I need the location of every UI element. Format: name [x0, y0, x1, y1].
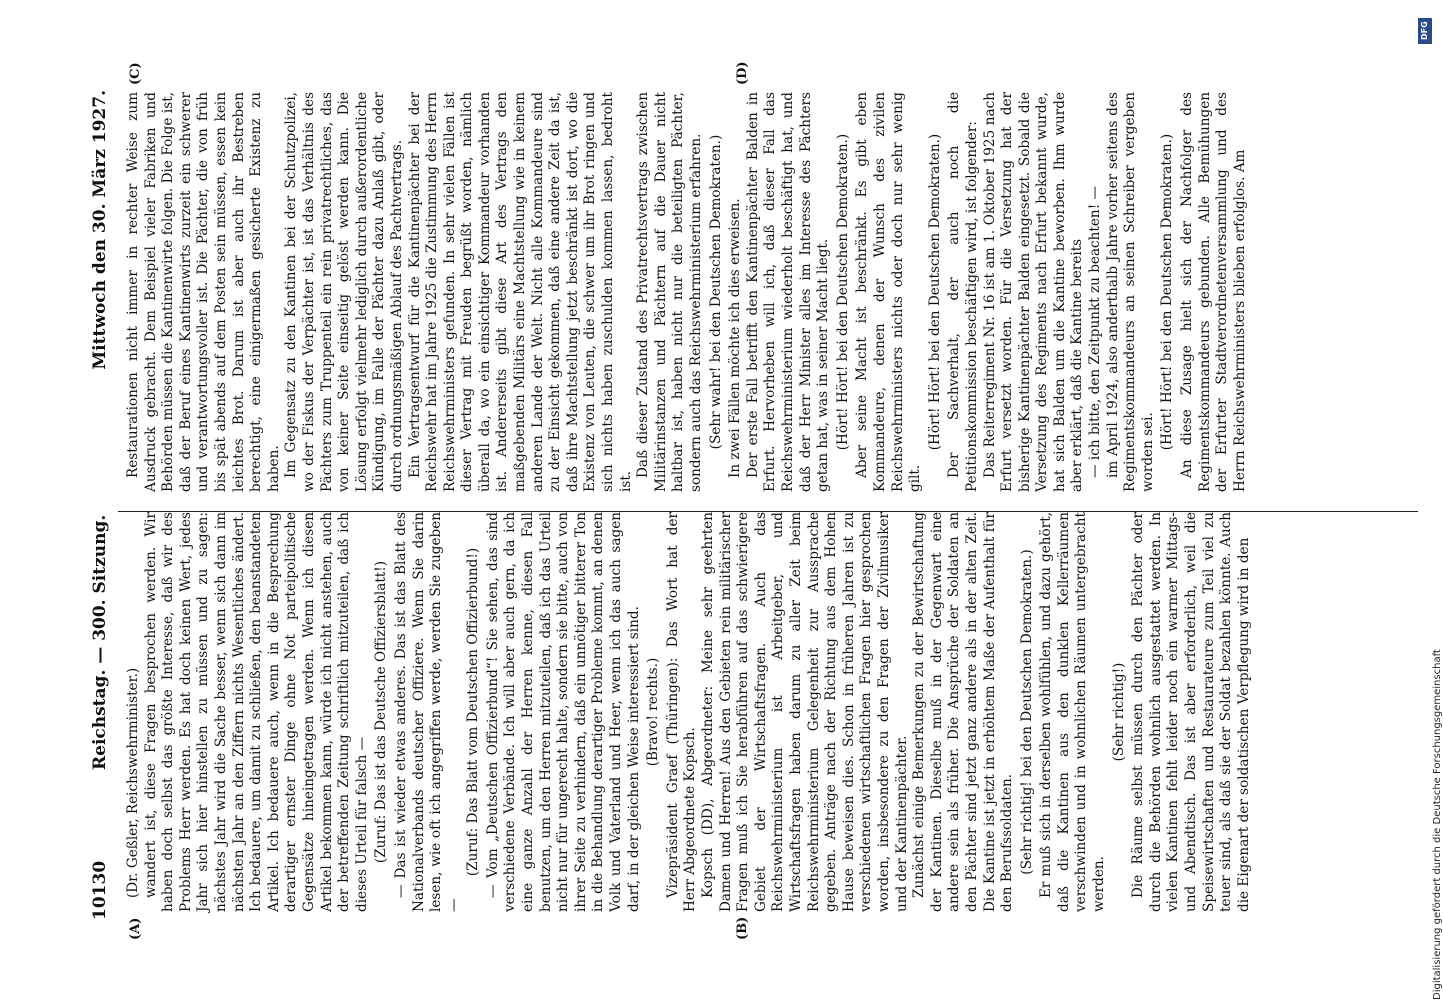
margin-marker-a: (A) [128, 917, 143, 940]
margin-marker-b: (B) [735, 916, 750, 940]
paragraph: An diese Zusage hielt sich der Nachfolger des Regimentskommandeurs gebunden. Alle Bemühungen der Erfurter Stadtverordnetenversammlung und des Herrn Reichswehrministers blieben erfolglos. Am [1179, 92, 1248, 492]
paragraph: Vizepräsident Graef (Thüringen): Das Wort hat der Herr Abgeordnete Kopsch. [664, 512, 699, 912]
paragraph: wandert ist, diese Fragen besprochen werden. Wir haben doch selbst das größte Interesse, daß wir des Problems Herr werden. Es hat doch keinen Wert, jedes Jahr sich hier hinstellen zu müssen und zu sagen: nächstes Jahr wird die Sache besser, wenn sich dann im nächsten Jahr an den Ziffern nichts Wesentliches ändert. Ich bedauere, um damit zu schließen, den beanstandeten Artikel. Ich bedauere auch, wenn in die Besprechung derartiger ernster Dinge ohne Not parteipolitische Gegensätze hineingetragen werden. Wenn ich diesen Artikel bekommen kann, würde ich nicht anstehen, auch der betreffenden Zeitung schriftlich mitzuteilen, daß ich dieses Urteil für falsch — [142, 512, 370, 912]
paragraph: Zunächst einige Bemerkungen zu der Bewirtschaftung der Kantinen. Dieselbe muß in der Gegenwart eine andere sein als früher. Die Ansprüche der Soldaten an den Pächter sind jetzt ganz andere als in der alten Zeit. Die Kantine ist jetzt in erhöhtem Maße der Aufenthalt für den Berufssoldaten. [911, 512, 1016, 912]
paragraph: Ein Vertragsentwurf für die Kantinenpächter bei der Reichswehr hat im Jahre 1925 die Zustimmung des Herrn Reichswehrministers gefunden. In sehr vielen Fällen ist dieser Vertrag mit Freuden begrüßt worden, nämlich überall da, wo ein einsichtiger Kommandeur vorhanden ist. Andererseits gibt diese Art des Vertrags den maßgebenden Militärs eine Machtstellung wie in keinem anderen Lande der Welt. Nicht alle Kommandeure sind zu der Einsicht gekommen, daß eine andere Zeit da ist, daß ihre Machtstellung jetzt beschränkt ist dort, wo die Existenz von Leuten, die schwer um ihr Brot ringen und sich nichts haben zuschulden kommen lassen, bedroht ist. [406, 92, 634, 492]
dfg-logo: DFG [1418, 18, 1432, 44]
paragraph: — Vom „Deutschen Offizierbund“! Sie sehen, das sind verschiedene Verbände. Ich will aber auch gern, da ich eine ganze Anzahl der Herren kenne, diesen Fall benutzen, um den Herren mitzuteilen, daß ich das Urteil nicht nur für ungerecht halte, sondern sie bitte, auch von ihrer Seite zu verhindern, daß ein unnötiger bitterer Ton in die Behandlung derartiger Probleme kommt, an denen Volk und Vaterland und Heer, wenn ich das auch sagen darf, in der gleichen Weise interessiert sind. [484, 512, 642, 912]
paragraph: Im Gegensatz zu den Kantinen bei der Schutzpolizei, wo der Fiskus der Verpächter ist, ist das Verhältnis des Pächters zum Truppenteil ein rein privatrechtliches, das von keiner Seite einseitig gelöst werden kann. Die Lösung erfolgt vielmehr lediglich durch außerordentliche Kündigung, im Falle der Pächter dazu Anlaß gibt, oder durch ordnungsmäßigen Ablauf des Pachtvertrags. [283, 92, 405, 492]
paragraph: Er muß sich in derselben wohlfühlen, und dazu gehört, daß die Kantinen aus den dunklen Kellerräumen verschwinden und in wohnlichen Räumen untergebracht werden. [1038, 512, 1108, 912]
paragraph: Daß dieser Zustand des Privatrechtsvertrags zwischen Militärinstanzen und Pächtern auf die Dauer nicht haltbar ist, haben nicht nur die beteiligten Pächter, sondern auch das Reichswehrministerium erfahren. [635, 92, 704, 492]
session-date: Mittwoch den 30. März 1927. [90, 90, 110, 370]
paragraph: (Dr. Geßler, Reichswehrminister.) [125, 667, 141, 898]
interjection: (Zuruf: Das Blatt vom Deutschen Offizierbund!) [465, 547, 482, 877]
paragraph: im April 1924, also anderthalb Jahre vorher seitens des Regimentskommandeurs an seinen Schreiber vergeben worden sei. [1104, 92, 1156, 492]
interjection: (Sehr richtig!) [1110, 662, 1127, 762]
page-header [90, 90, 116, 920]
paragraph: Kopsch (DD), Abgeordneter: Meine sehr geehrten Damen und Herren! Aus den Gebieten rein militärischer Fragen muß ich Sie herabführen auf das schwierigere Gebiet der Wirtschaftsfragen. Auch das Reichswehrministerium ist Arbeitgeber, und Wirtschaftsfragen haben darum zu aller Zeit beim Reichswehrministerium Gelegenheit zur Aussprache gegeben. Anträge nach der Richtung aus dem Hohen Hause beweisen dies. Schon in früheren Jahren ist zu verschiedenen wirtschaftlichen Fragen hier gesprochen worden, insbesondere zu den Fragen der Zivilmusiker und der Kantinenpächter. [700, 512, 910, 912]
digitization-credit-text: Digitalisierung gefördert durch die Deutsche Forschungsgemeinschaft [1432, 649, 1443, 1000]
margin-marker-d: (D) [735, 61, 750, 85]
text-column-left [125, 512, 1253, 912]
margin-marker-c: (C) [128, 62, 143, 85]
interjection: (Sehr wahr! bei den Deutschen Demokraten.) [707, 134, 724, 450]
paragraph: Der erste Fall betrifft den Kantinenpächter Balden in Erfurt. Hervorheben will ich, daß dieser Fall das Reichswehrministerium wiederholt beschäftigt hat, und daß der Herr Minister alles im Interesse des Pächters getan hat, was in seiner Macht liegt. [744, 92, 832, 492]
paragraph: — ich bitte, den Zeitpunkt zu beachten! — [1087, 185, 1104, 478]
paragraph: Das Reiterregiment Nr. 16 ist am 1. Oktober 1925 nach Erfurt versetzt worden. Für die Versetzung hat der bisherige Kantinenpächter Balden eingesetzt. Sobald die Versetzung des Regiments nach Erfurt bekannt wurde, hat sich Balden um die Kantine beworben. Ihm wurde aber erklärt, daß die Kantine bereits [981, 92, 1086, 492]
interjection: (Zuruf: Das ist das Deutsche Offiziersblatt!) [373, 560, 390, 864]
paragraph: Die Räume selbst müssen durch den Pächter oder durch die Behörden wohnlich ausgestattet werden. In vielen Kantinen fehlt leider noch ein warmer Mittags- und Abendtisch. Das ist aber erforderlich, weil die Speisewirtschaften und Restaurateure zum Teil viel zu teuer sind, als daß sie der Soldat bezahlen könnte. Auch die Eigenart der soldatischen Verpflegung wird in den [1130, 512, 1252, 912]
page-number: 10130 [90, 860, 110, 920]
interjection: (Bravo! rechts.) [645, 657, 662, 767]
digitization-credit [1418, 10, 1443, 1000]
paragraph: Restaurationen nicht immer in rechter Weise zum Ausdruck gebracht. Dem Beispiel vieler Fabriken und Behörden müssen die Kantinenwirte folgen. Die Folge ist, daß der Beruf eines Kantinenwirts zurzeit ein schwerer und verantwortungsvoller ist. Die Pächter, die von früh bis spät abends auf dem Posten sein müssen, essen kein leichtes Brot. Darum ist aber auch ihr Bestreben berechtigt, eine einigermaßen gesicherte Existenz zu haben. [125, 92, 282, 492]
paragraph: — Das ist wieder etwas anderes. Das ist das Blatt des Nationalverbands deutscher Offiziere. Wenn Sie darin lesen, wie oft ich angegriffen werde, werden Sie zugeben — [392, 512, 462, 912]
paragraph: In zwei Fällen möchte ich dies erweisen. [727, 198, 744, 478]
interjection: (Sehr richtig! bei den Deutschen Demokraten.) [1018, 549, 1035, 875]
interjection: (Hört! Hört! bei den Deutschen Demokraten.) [926, 133, 943, 451]
session-title: Reichstag. — 300. Sitzung. [90, 514, 110, 770]
text-column-right [125, 92, 1249, 492]
paragraph: Aber seine Macht ist beschränkt. Es gibt eben Kommandeure, denen der Wunsch des zivilen Reichswehrministers nichts oder doch nur sehr wenig gilt. [854, 92, 924, 492]
interjection: (Hört! Hört! bei den Deutschen Demokraten.) [834, 133, 851, 451]
paragraph: Der Sachverhalt, der auch noch die Petitionskommission beschäftigen wird, ist folgender: [946, 92, 980, 492]
interjection: (Hört! Hört! bei den Deutschen Demokraten.) [1159, 133, 1176, 451]
